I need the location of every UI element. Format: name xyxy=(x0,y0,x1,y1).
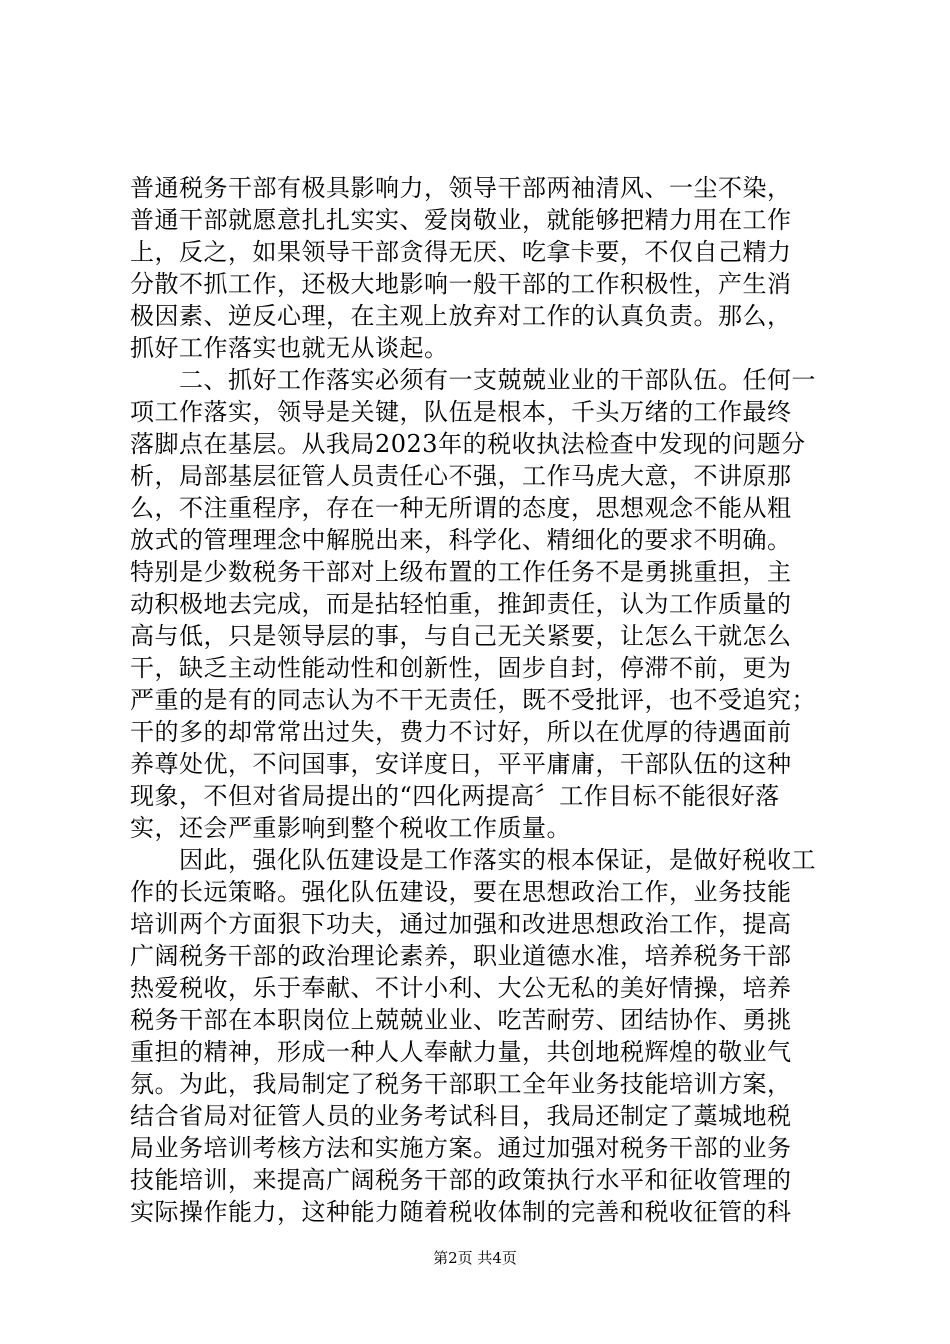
text-line: 普通税务干部有极具影响力，领导干部两袖清风、一尘不染， xyxy=(130,174,792,202)
text-line: 技能培训，来提高广阔税务干部的政策执行水平和征收管理的 xyxy=(130,1166,792,1194)
text-line: 分散不抓工作，还极大地影响一般干部的工作积极性，产生消 xyxy=(130,270,792,298)
body-text xyxy=(130,172,840,1228)
text-line: 广阔税务干部的政治理论素养，职业道德水准，培养税务干部 xyxy=(130,942,792,970)
text-line: 放式的管理理念中解脱出来，科学化、精细化的要求不明确。 xyxy=(130,526,792,554)
text-line: 二、抓好工作落实必须有一支兢兢业业的干部队伍。任何一 xyxy=(130,366,816,394)
text-line: 高与低，只是领导层的事，与自己无关紧要，让怎么干就怎么 xyxy=(130,622,792,650)
text-line: 氛。为此，我局制定了税务干部职工全年业务技能培训方案， xyxy=(130,1070,792,1098)
text-line: 培训两个方面狠下功夫，通过加强和改进思想政治工作，提高 xyxy=(130,910,792,938)
text-line: 重担的精神，形成一种人人奉献力量，共创地税辉煌的敬业气 xyxy=(130,1038,792,1066)
text-line: 干，缺乏主动性能动性和创新性，固步自封，停滞不前，更为 xyxy=(130,654,792,682)
text-line: 实际操作能力，这种能力随着税收体制的完善和税收征管的科 xyxy=(130,1198,792,1226)
text-line: 项工作落实，领导是关键，队伍是根本，千头万绪的工作最终 xyxy=(130,398,792,426)
text-line: 实，还会严重影响到整个税收工作质量。 xyxy=(130,814,571,842)
text-line: 因此，强化队伍建设是工作落实的根本保证，是做好税收工 xyxy=(130,846,816,874)
text-line: 极因素、逆反心理，在主观上放弃对工作的认真负责。那么， xyxy=(130,302,792,330)
text-line: 上，反之，如果领导干部贪得无厌、吃拿卡要，不仅自己精力 xyxy=(130,238,792,266)
text-line: 析，局部基层征管人员责任心不强，工作马虎大意，不讲原那 xyxy=(130,462,792,490)
text-line: 抓好工作落实也就无从谈起。 xyxy=(130,334,449,362)
text-line: 么，不注重程序，存在一种无所谓的态度，思想观念不能从粗 xyxy=(130,494,792,522)
text-line: 落脚点在基层。从我局2023年的税收执法检查中发现的问题分 xyxy=(130,430,806,458)
page-footer xyxy=(0,1248,950,1268)
text-line: 普通干部就愿意扎扎实实、爱岗敬业，就能够把精力用在工作 xyxy=(130,206,792,234)
text-line: 特别是少数税务干部对上级布置的工作任务不是勇挑重担，主 xyxy=(130,558,792,586)
text-line: 严重的是有的同志认为不干无责任，既不受批评，也不受追究； xyxy=(130,686,816,714)
text-line: 作的长远策略。强化队伍建设，要在思想政治工作，业务技能 xyxy=(130,878,792,906)
text-line: 税务干部在本职岗位上兢兢业业、吃苦耐劳、团结协作、勇挑 xyxy=(130,1006,792,1034)
text-line: 热爱税收，乐于奉献、不计小利、大公无私的美好情操，培养 xyxy=(130,974,792,1002)
page-number: 第2页 共4页 xyxy=(433,1249,517,1267)
text-line: 养尊处优，不问国事，安详度日，平平庸庸，干部队伍的这种 xyxy=(130,750,792,778)
text-line: 局业务培训考核方法和实施方案。通过加强对税务干部的业务 xyxy=(130,1134,792,1162)
text-line: 现象，不但对省局提出的“四化两提高〞工作目标不能很好落 xyxy=(130,782,780,810)
text-line: 干的多的却常常出过失，费力不讨好，所以在优厚的待遇面前 xyxy=(130,718,792,746)
text-line: 动积极地去完成，而是拈轻怕重，推卸责任，认为工作质量的 xyxy=(130,590,792,618)
text-line: 结合省局对征管人员的业务考试科目，我局还制定了藁城地税 xyxy=(130,1102,792,1130)
